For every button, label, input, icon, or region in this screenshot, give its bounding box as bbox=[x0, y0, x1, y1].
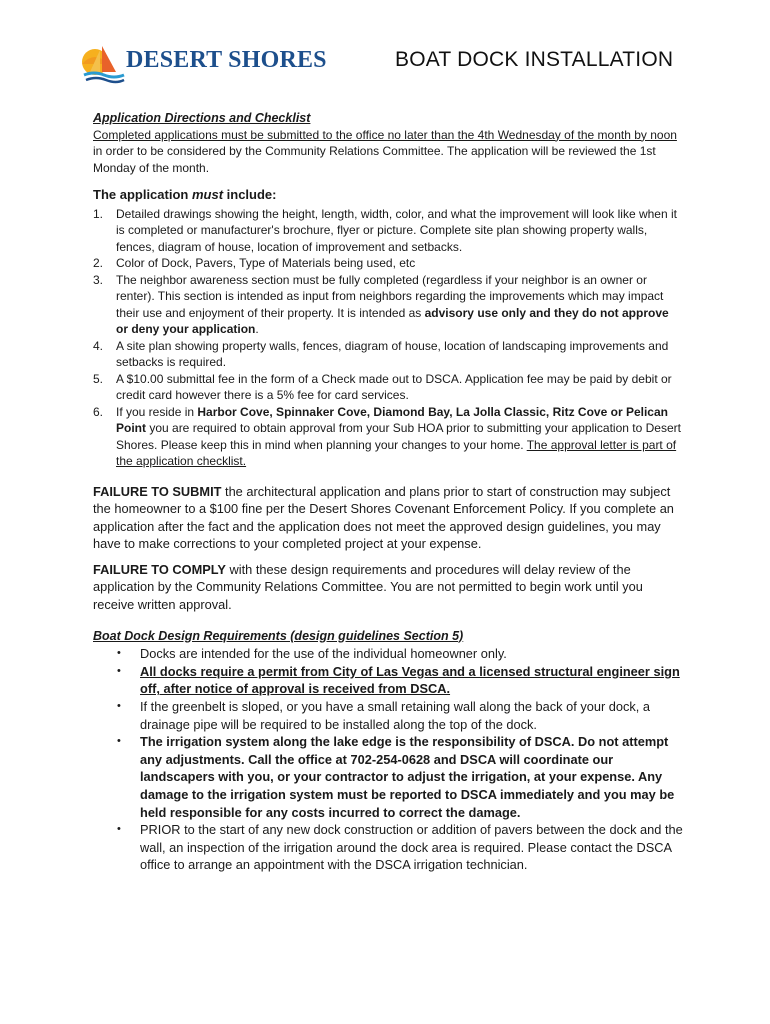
failure-submit-text: the architectural application and plans prior to start of construction may subject the homeowner to a $100 fine per the Desert Shores Covenant Enforcement Policy. If you complete an application after the fact and the application does not meet the approved design guidelines, you may have to make corrections to your completed project at your expense. bbox=[93, 483, 674, 552]
bullet-text: Docks are intended for the use of the individual homeowner only. bbox=[140, 646, 507, 662]
list-item bbox=[93, 255, 683, 272]
must-heading-em: must bbox=[191, 187, 224, 202]
item-text-mid: you are required to obtain approval from your Sub HOA prior to submitting your application to Desert Shores. Please keep this in mind when planning your changes to your home. bbox=[116, 421, 681, 452]
dock-requirements-list bbox=[93, 645, 683, 874]
directions-intro bbox=[93, 127, 683, 177]
directions-heading: Application Directions and Checklist bbox=[93, 111, 311, 125]
item-number: 3. bbox=[93, 272, 104, 287]
item-number: 4. bbox=[93, 338, 104, 353]
list-item bbox=[93, 206, 683, 256]
item-text-bold: Harbor Cove, Spinnaker Cove, Diamond Bay, La Jolla Classic, Ritz Cove or Pelican Point bbox=[116, 404, 668, 435]
list-item bbox=[93, 645, 683, 663]
failure-to-submit-paragraph bbox=[93, 483, 683, 553]
intro-rest: in order to be considered by the Community Relations Committee. The application will be reviewed the 1st Monday of the month. bbox=[93, 144, 656, 175]
failure-comply-text: with these design requirements and procedures will delay review of the application by the Community Relations Committee. You are not permitted to begin work until you receive written approval. bbox=[93, 561, 643, 613]
list-item bbox=[93, 272, 683, 338]
bullet-icon: • bbox=[117, 699, 121, 712]
list-item bbox=[93, 663, 683, 698]
item-text-bold: advisory use only and they do not approve or deny your application bbox=[116, 305, 669, 336]
item-text: Detailed drawings showing the height, length, width, color, and what the improvement will look like when it is completed or manufacturer's brochure, flyer or picture. Complete site plan showing property walls, fences, diagram of house, location of improvement and setbacks. bbox=[116, 206, 677, 254]
bullet-text: PRIOR to the start of any new dock construction or addition of pavers between the dock and the wall, an inspection of the irrigation around the dock area is required. Please contact the DSCA office to arrange an appointment with the DSCA irrigation technician. bbox=[140, 822, 683, 873]
list-item bbox=[93, 821, 683, 874]
failure-comply-label: FAILURE TO COMPLY bbox=[93, 561, 226, 577]
list-item bbox=[93, 404, 683, 470]
list-item bbox=[93, 698, 683, 733]
desert-shores-logo bbox=[80, 40, 340, 86]
checklist bbox=[93, 206, 683, 470]
sailboat-sun-icon bbox=[80, 40, 126, 86]
item-text-underlined: The approval letter is part of the application checklist. bbox=[116, 437, 677, 468]
bullet-text-bold: The irrigation system along the lake edge is the responsibility of DSCA. Do not attempt any adjustments. Call the office at 702-254-0628 and DSCA will coordinate our landscapers with you, or your contractor to adjust the irrigation, at your expense. Any damage to the irrigation system must be reported to DSCA immediately and you may be held responsible for any costs incurred to correct the damage. bbox=[140, 734, 675, 820]
must-heading-pre: The application bbox=[93, 187, 192, 202]
bullet-text-bold: All docks require a permit from City of Las Vegas and a licensed structural engineer sign off, after notice of approval is received from DSCA. bbox=[140, 663, 680, 697]
bullet-text: If the greenbelt is sloped, or you have a small retaining wall along the back of your dock, a drainage pipe will be required to be installed along the top of the dock. bbox=[140, 698, 651, 732]
item-text: A site plan showing property walls, fences, diagram of house, location of landscaping improvements and setbacks is required. bbox=[116, 338, 669, 369]
failure-submit-label: FAILURE TO SUBMIT bbox=[93, 483, 222, 499]
logo-text: DESERT SHORES bbox=[126, 47, 327, 73]
item-text: A $10.00 submittal fee in the form of a Check made out to DSCA. Application fee may be paid by debit or credit card however there is a 5% fee for card services. bbox=[116, 371, 672, 402]
dock-requirements-heading: Boat Dock Design Requirements (design guidelines Section 5) bbox=[93, 628, 464, 643]
must-heading-post: include: bbox=[223, 187, 277, 202]
item-text: Color of Dock, Pavers, Type of Materials being used, etc bbox=[116, 256, 416, 270]
list-item bbox=[93, 338, 683, 371]
bullet-icon: • bbox=[117, 823, 121, 836]
item-number: 1. bbox=[93, 206, 104, 221]
bullet-icon: • bbox=[117, 647, 121, 660]
page-title: BOAT DOCK INSTALLATION bbox=[395, 48, 674, 71]
list-item bbox=[93, 733, 683, 821]
item-number: 6. bbox=[93, 404, 104, 419]
item-text: The neighbor awareness section must be fully completed (regardless if your neighbor is an owner or renter). This section is intended as input from neighbors regarding the improvements which may impact their use and enjoyment of their property. It is intended as bbox=[116, 272, 664, 320]
bullet-icon: • bbox=[117, 735, 121, 748]
must-include-heading bbox=[93, 187, 683, 204]
list-item bbox=[93, 371, 683, 404]
bullet-icon: • bbox=[117, 664, 121, 677]
item-text-end: . bbox=[255, 322, 259, 336]
intro-deadline: Completed applications must be submitted to the office no later than the 4th Wednesday of the month by noon bbox=[93, 127, 677, 142]
item-number: 5. bbox=[93, 371, 104, 386]
failure-to-comply-paragraph bbox=[93, 561, 683, 614]
document-body bbox=[93, 110, 683, 874]
item-text: If you reside in bbox=[116, 404, 198, 419]
item-number: 2. bbox=[93, 256, 104, 270]
